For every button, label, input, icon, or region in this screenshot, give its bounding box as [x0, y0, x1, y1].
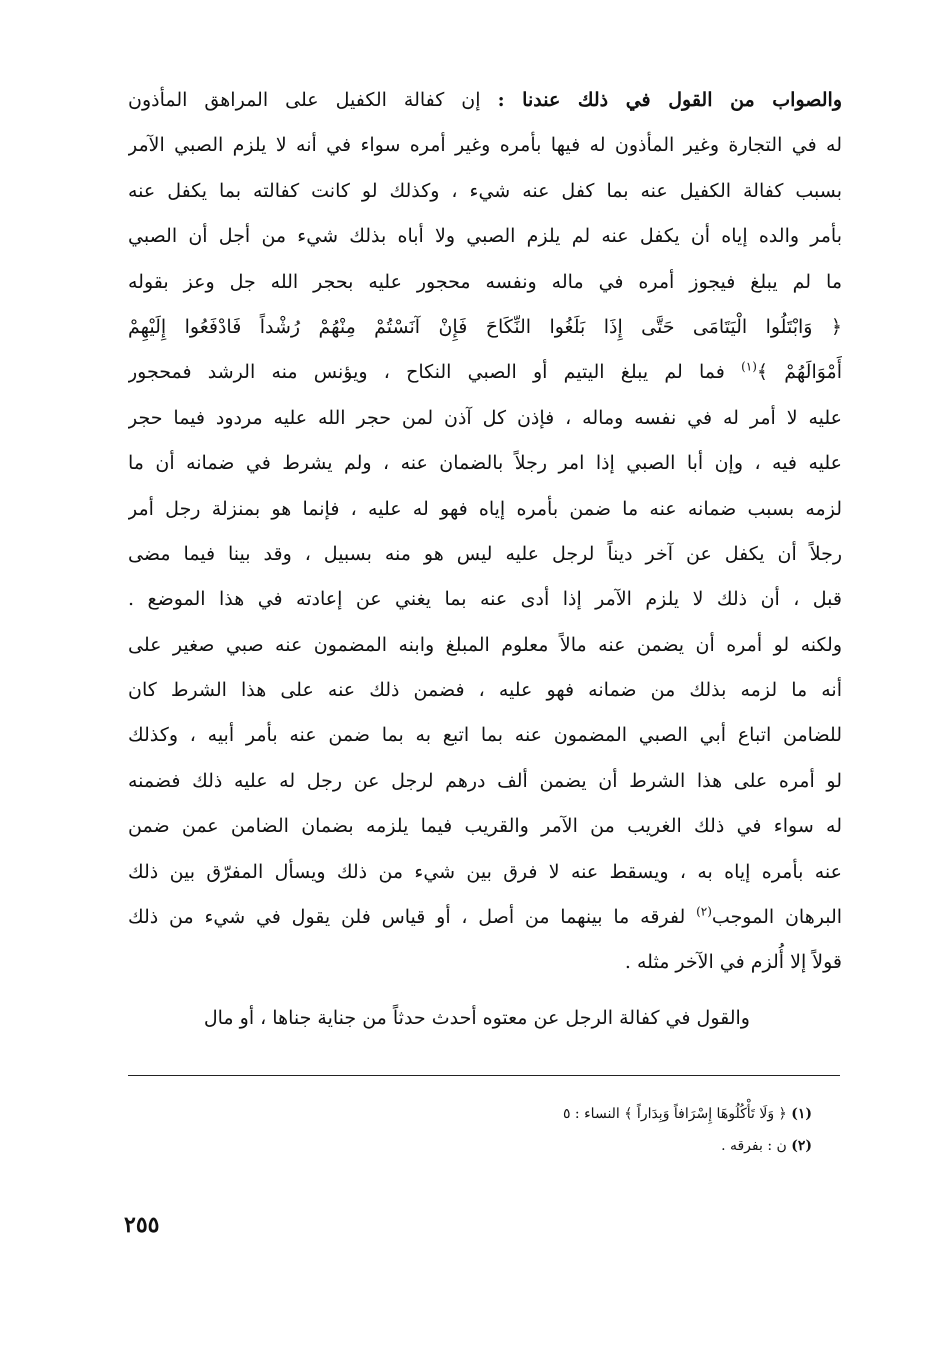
- footnote-number: (٢): [791, 1138, 812, 1154]
- text-line: البرهان الموجب$^{(٢)}$ لفرقه ما بينهما من أصل ، أو قياس فلن يقول في شيء من ذلك: [128, 904, 842, 929]
- text-line: عليه فيه ، وإن أبا الصبي إذا امر رجلاً بالضمان عنه ، ولم يشرط في ضمانه أن ما: [128, 452, 842, 475]
- footnote-text: ن : بفرقه .: [721, 1138, 787, 1154]
- text-line: ولكنه لو أمره أن يضمن عنه مالاً معلوم المبلغ وابنه المضمون عنه صبي صغير على: [128, 633, 842, 656]
- text-line: عليه لا أمر له في نفسه وماله ، فإذن كل آذن لمن حجر الله عليه مردود فيما حجر: [128, 406, 842, 429]
- text-line: عنه بأمره إياه به ، ويسقط عنه لا فرق بين شيء من ذلك ويسأل المفرّق بين ذلك: [128, 860, 842, 883]
- text-line: رجلاً أن يكفل عن آخر ديناً لرجل عليه ليس هو منه بسبيل ، وقد بينا فيما مضى: [128, 542, 842, 565]
- text-line: بأمر والده إياه أن يكفل عنه لم يلزم الصبي ولا أباه بذلك شيء من أجل أن الصبي: [128, 225, 842, 248]
- text-line: لزمه بسبب ضمانه عنه ما ضمن بأمره إياه فهو له عليه ، فإنما هو بمنزلة رجل أمر: [128, 497, 842, 520]
- text-line: له في التجارة وغير المأذون له فيها بأمره وغير أمره سواء في أنه لا يلزم الصبي الآمر: [128, 134, 842, 157]
- text-line: ما لم يبلغ فيجوز أمره في ماله ونفسه محجور عليه بحجر الله جل وعز بقوله: [128, 270, 842, 293]
- footnote-2: [300, 1130, 812, 1162]
- text-line: قولاً إلا أُلزم في الآخر مثله .: [624, 951, 842, 974]
- text-line: له سواء في ذلك الغريب من الآمر والقريب فيما يلزمه بضمان الضامن عمن ضمن: [128, 815, 842, 838]
- quran-verse-end: أَمْوَالَهُمْ ﴾: [756, 361, 842, 384]
- footnote-number: (١): [791, 1106, 812, 1122]
- paragraph-start-line: والقول في كفالة الرجل عن معتوه أحدث حدثاً من جناية جناها ، أو مال: [203, 1006, 750, 1029]
- text-line: أنه ما لزمه بذلك من ضمانه فهو عليه ، فضمن ذلك عنه على هذا الشرط كان: [128, 679, 842, 702]
- main-text: [128, 78, 842, 1041]
- page-number: ٢٥٥: [124, 1212, 160, 1238]
- footnote-divider: [128, 1075, 840, 1076]
- text-line: قبل ، أن ذلك لا يلزم الآمر إذا أدى عنه بما يغني عن إعادته في هذا الموضع .: [128, 588, 842, 611]
- footnote-ref: (١): [741, 360, 757, 375]
- text-line: والصواب من القول في ذلك عندنا : إن كفالة الكفيل على المراهق المأذون: [128, 89, 842, 111]
- text-line: أَمْوَالَهُمْ ﴾$^{(١)}$ فما لم يبلغ اليتيم أو الصبي النكاح ، ويؤنس منه الرشد فمحجور: [128, 360, 842, 384]
- footnote-text: ﴿ وَلَا تَأْكُلُوهَا إِسْرَافاً وَبِدَاراً ﴾ النساء : ٥: [562, 1106, 787, 1122]
- text-line: لو أمره على هذا الشرط أن يضمن ألف درهم لرجل عن رجل له عليه ذلك فضمنه: [128, 769, 842, 792]
- lead-phrase: والصواب من القول في ذلك عندنا :: [497, 89, 842, 111]
- text-line: للضامن اتباع أبي الصبي المضمون عنه بما اتبع به بما ضمن عنه بأمر أبيه ، وكذلك: [128, 724, 842, 747]
- footnotes: [300, 1098, 812, 1162]
- footnote-ref: (٢): [696, 904, 712, 919]
- footnote-1: [300, 1098, 812, 1130]
- text-line: بسبب كفالة الكفيل عنه بما كفل عنه شيء ، وكذلك لو كانت كفالته بما يكفل عنه: [128, 179, 842, 202]
- quran-verse-line: ﴿ وَابْتَلُوا الْيَتَامَى حَتَّى إِذَا بَلَغُوا النِّكَاحَ فَإِنْ آنَسْتُمْ مِنْهُمْ رُشْداً فَادْفَعُوا إِلَيْهِمْ: [128, 315, 842, 338]
